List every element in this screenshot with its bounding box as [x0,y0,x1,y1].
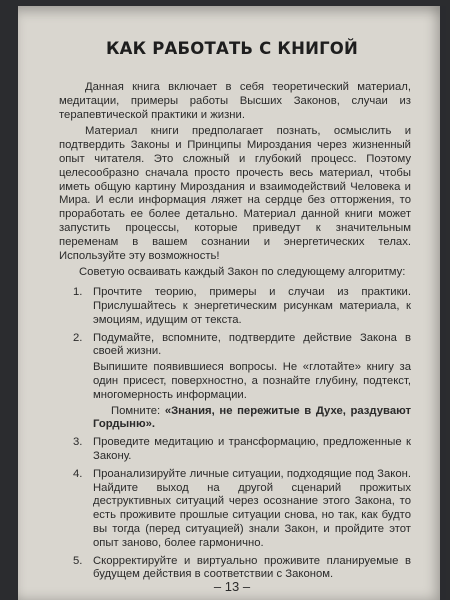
paragraph: Материал книги предполагает познать, осмыслить и подтвердить Законы и Принципы Мироздания через жизненный опыт читателя. Это сложный и глубокий процесс. Поэтому целесообразно сначала просто прочесть весь материал, чтобы иметь общую картину Мироздания и взаимодействий Человека и Мира. И если информация ляжет на сердце без отторжения, то проработать ее более детально. Материал данной книги может запустить процессы, которые приведут к значительным переменам в вашем сознании и энергетических телах. Используйте эту возможность! [59,125,411,262]
remember-quote: «Знания, не пережитые в Духе, раздувают Гордыню». [93,404,411,431]
step-text: Проанализируйте личные ситуации, подходящие под Закон. Найдите выход на другой сценарий прожитых деструктивных ситуаций через осознание этого Закона, то есть проживите прошлые ситуации снова, но так, как будто вы тогда (перед ситуацией) знали Закон, и пройдите этот опыт заново, более гармонично. [93,467,411,549]
remember-label: Помните: [111,404,161,417]
step-number: 1. [73,286,83,299]
book-page [18,6,446,600]
step-item [59,436,411,464]
step-item [59,286,411,327]
algorithm-intro: Советую осваивать каждый Закон по следующему алгоритму: [79,266,406,279]
step-item [59,332,411,433]
page-number: – 13 – [213,579,251,594]
step-text: Скорректируйте и виртуально проживите планируемые в будущем действия в соответствии с Законом. [93,554,411,581]
step-item [59,468,411,551]
step-number: 4. [73,467,83,480]
step-subtext: Выпишите появившиеся вопросы. Не «глотайте» книгу за один присест, поверхностно, а познайте глубину, подтекст, многомерность информации. [93,361,411,401]
step-number: 2. [73,331,83,344]
step-number: 3. [73,436,83,449]
step-text: Прочтите теорию, примеры и случаи из практики. Прислушайтесь к энергетическим рисункам материала, к эмоциям, идущим от текста. [93,286,411,326]
step-item [59,555,411,583]
algorithm-steps [59,286,411,582]
page-title: КАК РАБОТАТЬ С КНИГОЙ [105,39,359,58]
paragraph: Данная книга включает в себя теоретический материал, медитации, примеры работы Высших Законов, случаи из терапевтической практики и жизни. [59,81,411,121]
page-body [59,81,411,586]
step-text: Проведите медитацию и трансформацию, предложенные к Закону. [93,436,411,462]
page-spine-shadow [440,6,446,600]
step-text: Подумайте, вспомните, подтвердите действие Закона в своей жизни. [93,331,411,358]
remember-note [93,405,411,433]
step-number: 5. [73,554,83,567]
